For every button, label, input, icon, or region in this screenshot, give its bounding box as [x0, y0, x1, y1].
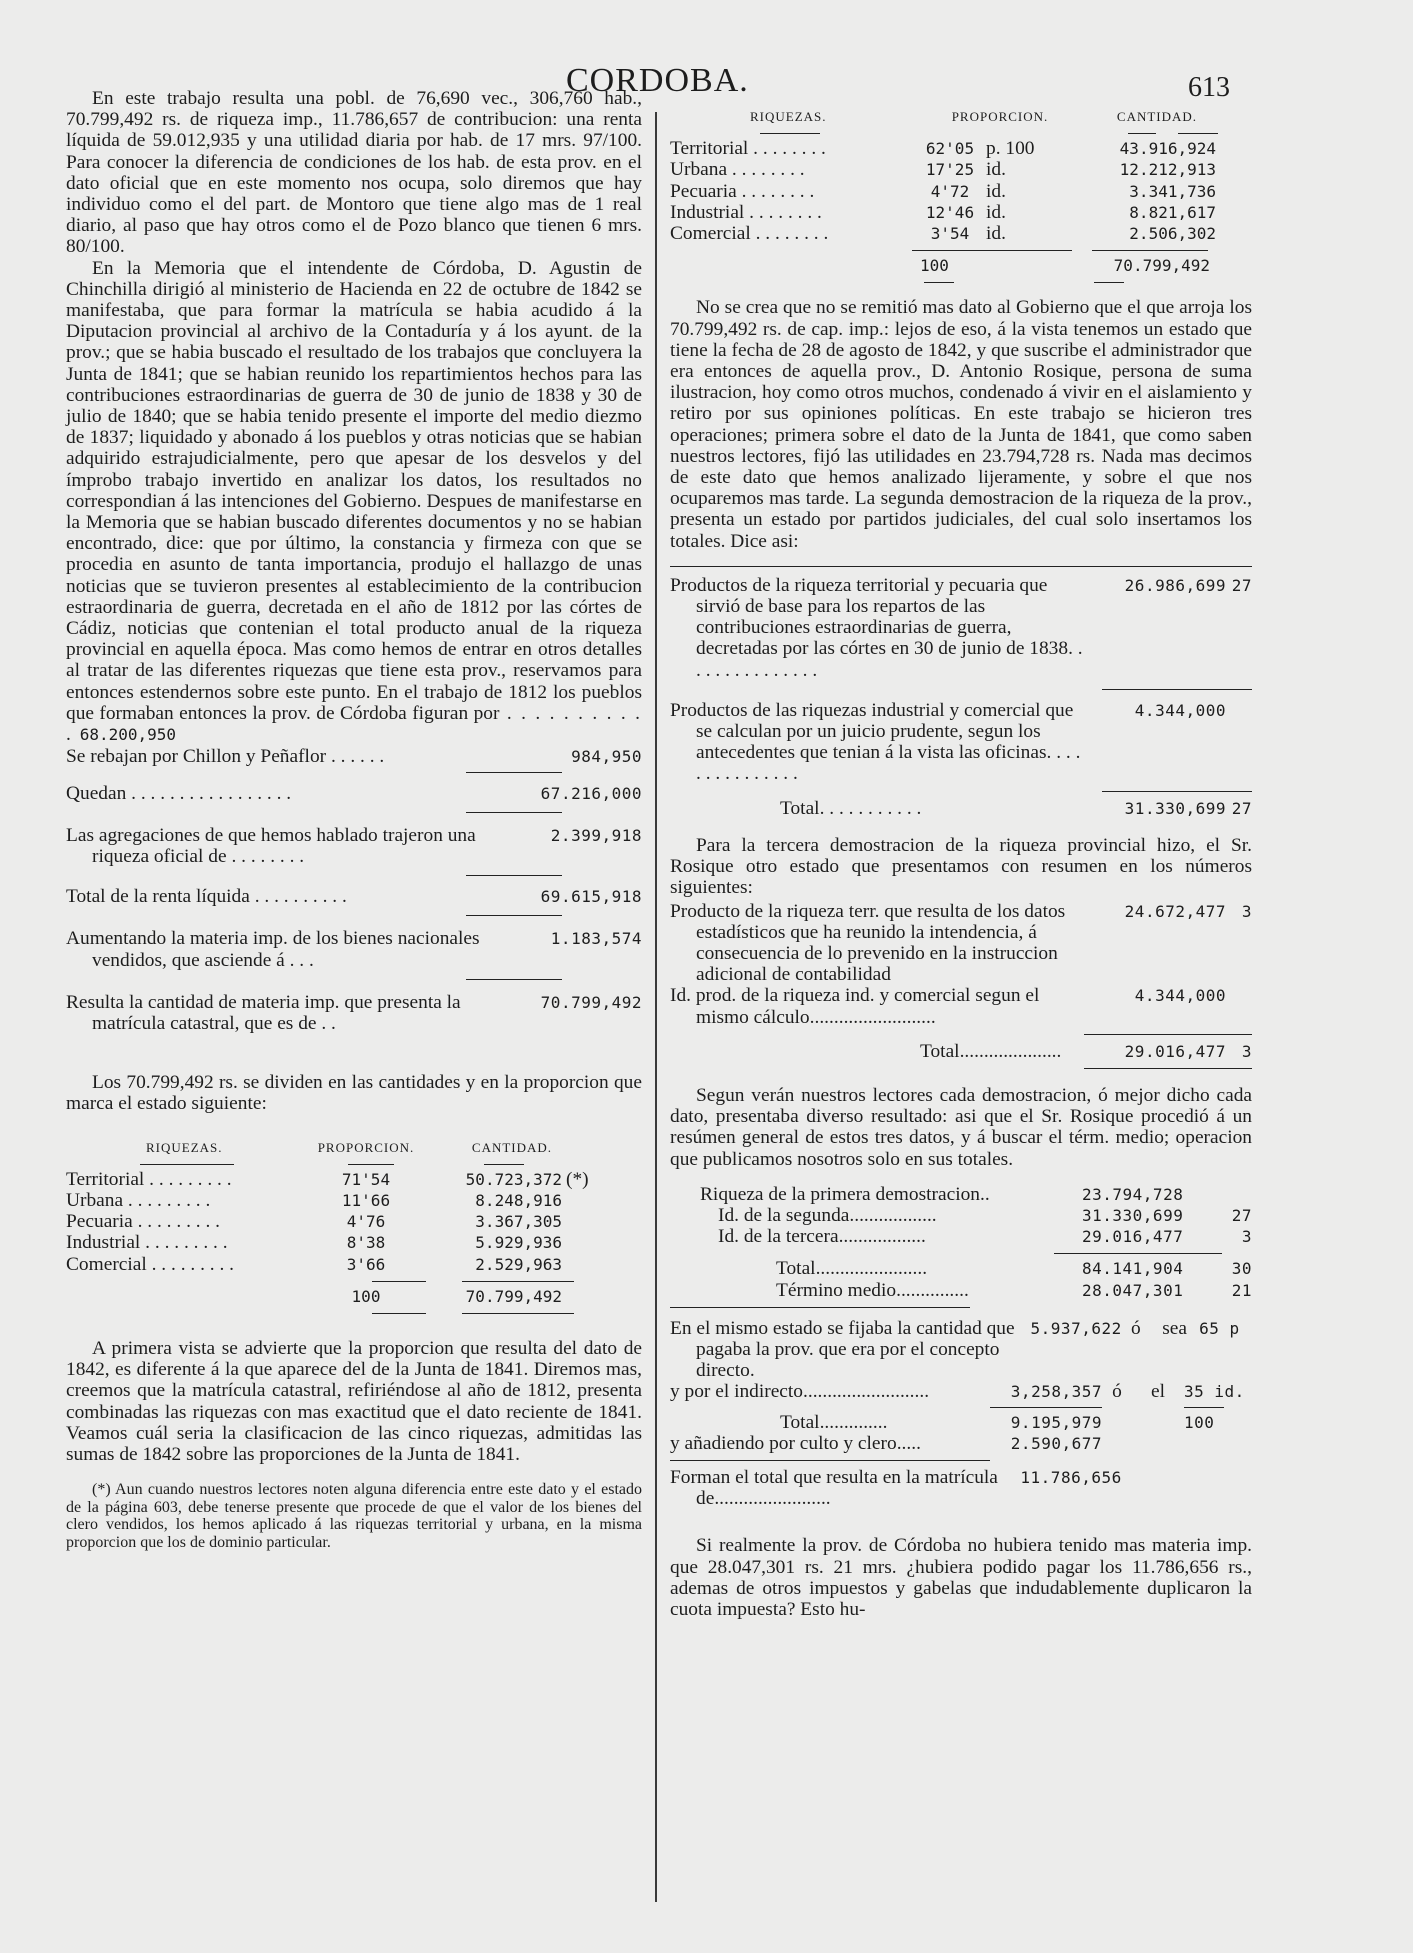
ledger-row [700, 1226, 1252, 1247]
riqueza-proportion: 11'66 [341, 1190, 391, 1210]
ledger-value: 69.615,918 [540, 887, 642, 907]
percent: 100 [1184, 1412, 1215, 1432]
riqueza-unit: p. 100 [986, 138, 1035, 160]
ledger-label: Id. de la segunda.................. [718, 1204, 937, 1226]
ledger-value: 9.195,979 [1010, 1412, 1102, 1432]
ledger-row [670, 901, 1252, 986]
ledger-label: Forman el total que resulta en la matrícula de........................ [670, 1466, 998, 1510]
page-number: 613 [1188, 72, 1230, 103]
ledger-cents: 27 [1231, 798, 1252, 818]
riqueza-quantity: 8.821,617 [1129, 202, 1216, 222]
ledger-label: Término medio............... [776, 1279, 969, 1301]
riqueza-quantity: 12.212,913 [1119, 160, 1216, 180]
column-header: CANTIDAD. [1116, 109, 1198, 124]
ledger-label: y añadiendo por culto y clero..... [670, 1432, 921, 1454]
column-header: PROPORCION. [317, 1139, 415, 1155]
riqueza-quantity: 2.529,963 [475, 1254, 562, 1274]
sum-rule [466, 875, 562, 876]
paragraph: En la Memoria que el intendente de Córdoba, D. Agustin de Chinchilla dirigió al ministerio de Hacienda en 22 de octubre de 1842 se manifestaba, que para formar la matrícula se habia acudido á la Diputacion provincial al archivo de la Contaduría y á los ayunt. de la prov.; que se habia buscado el resultado de los trabajos que concluyera la Junta de 1841; que se habian reunido los repartimientos hechos para las contribuciones estraordinarias de guerra de 30 de junio de 1838 y 30 de julio de 1840; que se habia tenido presente el importe del medio diezmo de 1837; liquidado y abonado á los pueblos y otras noticias que se habian adquirido estrajudicialmente, pero que apesar de los desvelos y del ímprobo trabajo invertido en analizar los datos, los resultados no correspondian á las intenciones del Gobierno. Despues de manifestarse en la Memoria que se habian buscado diferentes documentos y no se habian encontrado, dice: que por último, la constancia y firmeza con que se procedia en asunto de tanta importancia, produjo el hallazgo de unas noticias que se tuvieron presentes al establecimiento de la contribucion estraordinaria de guerra, decretada en el año de 1812 por las córtes de Cádiz, noticias que contenian el total producto anual de la riqueza provincial en aquella época. Mas como hemos de entrar en otros detalles al tratar de las diferentes riquezas que tiene esta prov., reservamos para entonces estendernos sobre este punto. En el trabajo de 1812 los pueblos que formaban entonces la prov. de Córdoba figuran por . . . . . . . . . . . 68.200,950 [66, 257, 643, 746]
riqueza-proportion: 4'76 [346, 1212, 386, 1232]
ledger-label: Las agregaciones de que hemos hablado trajeron una riqueza oficial de . . . . . . . . [66, 824, 476, 867]
percent: 65 p [1199, 1318, 1240, 1338]
riqueza-quantity: 43.916,924 [1119, 139, 1216, 159]
section-rule [670, 1460, 990, 1461]
total-proportion: 100 [351, 1286, 381, 1306]
ledger-value: 1.183,574 [550, 929, 642, 949]
ledger-value: 2.399,918 [550, 825, 642, 845]
riqueza-proportion: 71'54 [341, 1169, 391, 1189]
riqueza-name: Industrial . . . . . . . . [670, 201, 822, 223]
ledger-value: 84.141,904 [1082, 1259, 1184, 1279]
riqueza-proportion: 17'25 [925, 160, 975, 180]
total-rules [66, 1281, 642, 1282]
ledger-value: 4.344,000 [1134, 700, 1226, 720]
paragraph: No se crea que no se remitió mas dato al Gobierno que el que arroja los 70.799,492 rs. de cap. imp.: lejos de eso, á la vista tenemos un estado que tiene la fecha de 28 de agosto de 1842, y que suscribe el administrador que era entonces de aquella prov., D. Antonio Rosique, persona de suma ilustracion, hoy como otros muchos, condenado á vivir en el aislamiento y retiro por sus opiniones políticas. En este trabajo se hicieron tres operaciones; primera sobre el dato de la Junta de 1841, que como saben nuestros lectores, fijó las utilidades en 23.794,728 rs. Nada mas decimos de este dato que hemos analizado lijeramente, y sobre el que nos ocuparemos mas tarde. La segunda demostracion de la riqueza de la prov., presenta un estado por partidos judiciales, del cual solo insertamos los totales. Dice asi: [670, 297, 1252, 552]
total-quantity: 70.799,492 [465, 1286, 562, 1306]
sum-rule [1102, 689, 1252, 690]
table-row [66, 1169, 642, 1190]
ledger-label: Quedan . . . . . . . . . . . . . . . . . [66, 782, 292, 804]
riqueza-proportion: 12'46 [925, 202, 975, 222]
paragraph: Los 70.799,492 rs. se dividen en las cantidades y en la proporcion que marca el estado siguiente: [66, 1072, 642, 1115]
page-title: CORDOBA. [566, 62, 749, 99]
ledger-total-row [670, 798, 1252, 819]
total-quantity: 70.799,492 [1113, 256, 1210, 276]
total-underrules [66, 1313, 642, 1314]
ledger-value: 23.794,728 [1082, 1184, 1184, 1204]
ledger-value: 28.047,301 [1082, 1280, 1184, 1300]
contribution-block [670, 1318, 1252, 1510]
table-row [66, 1254, 642, 1275]
ledger-row [66, 783, 642, 804]
ledger-row [700, 1280, 1252, 1301]
ledger-value: 3,258,357 [1010, 1382, 1102, 1402]
riqueza-name: Urbana . . . . . . . . . [66, 1189, 211, 1211]
ledger-cents: 30 [1231, 1259, 1252, 1279]
column-header: RIQUEZAS. [750, 109, 827, 124]
sum-rule [1084, 1068, 1252, 1069]
summary-block [670, 1184, 1252, 1301]
sum-rule [1084, 1034, 1252, 1035]
riqueza-name: Comercial . . . . . . . . [670, 223, 829, 245]
table-row [670, 181, 1252, 202]
riqueza-unit: id. [986, 159, 1006, 181]
riqueza-proportion: 8'38 [346, 1233, 386, 1253]
paragraph: A primera vista se advierte que la proporcion que resulta del dato de 1842, es diferente á la que aparece del de la Junta de 1841. Diremos mas, creemos que la matrícula catastral, refiriéndose al año de 1812, presenta combinadas las riquezas con mas exactitud que el dato reciente de 1841. Veamos cuál seria la clasificacion de las cinco riquezas, admitidas las sumas de 1842 sobre las proporciones de la Junta de 1841. [66, 1337, 642, 1465]
value: 68.200,950 [79, 725, 177, 745]
riqueza-unit: id. [986, 180, 1006, 202]
riqueza-name: Territorial . . . . . . . . . [66, 1168, 232, 1190]
percent: 35 id. [1184, 1382, 1245, 1402]
table-row [66, 1211, 642, 1232]
word: ó [1112, 1381, 1122, 1403]
ledger-row [670, 1467, 1252, 1509]
riquezas-table [66, 1137, 642, 1314]
riqueza-name: Pecuaria . . . . . . . . [670, 180, 815, 202]
riqueza-proportion: 3'54 [930, 224, 970, 244]
ledger-row [670, 985, 1252, 1027]
sum-rule [1054, 1253, 1222, 1254]
paragraph: En este trabajo resulta una pobl. de 76,690 vec., 306,760 hab., 70.799,492 rs. de riqueza imp., 11.786,657 de contribucion: una renta líquida de 59.012,935 y una utilidad diaria por hab. de 17 mrs. 97/100. Para conocer la diferencia de condiciones de los hab. de esta prov. en el dato oficial que en este momento nos ocupa, solo diremos que hay individuo como el del part. de Montoro que tiene algo mas de 1 real diario, al paso que hay otros como el de Pozo blanco que tienen 6 mrs. 80/100. [66, 88, 642, 258]
riqueza-proportion: 62'05 [925, 139, 975, 159]
ledger-row [670, 575, 1252, 681]
header-rules [670, 133, 1252, 134]
sum-rule [466, 915, 562, 916]
ledger-value: 29.016,477 [1124, 1041, 1226, 1061]
ledger-cents: 27 [1231, 1205, 1252, 1225]
ledger-value: 11.786,656 [1020, 1467, 1122, 1487]
table-total-row [66, 1286, 642, 1307]
ledger-label: Riqueza de la primera demostracion.. [700, 1183, 990, 1205]
table-total-row [670, 255, 1252, 276]
footnote-marker: (*) [566, 1168, 589, 1190]
riqueza-proportion: 4'72 [930, 181, 970, 201]
riqueza-quantity: 5.929,936 [475, 1233, 562, 1253]
ledger-value: 984,950 [571, 747, 642, 767]
sum-rule [1102, 791, 1252, 792]
ledger-row [670, 1433, 1252, 1454]
paragraph: Si realmente la prov. de Córdoba no hubiera tenido mas materia imp. que 28.047,301 rs. 21 mrs. ¿hubiera podido pagar los 11.786,656 rs., ademas de otros impuestos y gabelas que indudablemente duplicaron la cuota impuesta? Esto hu- [670, 1535, 1252, 1620]
ledger-label: y por el indirecto.......................... [670, 1381, 930, 1403]
column-header: RIQUEZAS. [146, 1139, 223, 1155]
ledger-row [700, 1205, 1252, 1226]
paragraph: Para la tercera demostracion de la riqueza provincial hizo, el Sr. Rosique otro estado que presentamos con resumen en los números siguientes: [670, 834, 1252, 899]
table-row [66, 1190, 642, 1211]
riquezas-table-1841 [670, 106, 1252, 283]
sum-rules [670, 1407, 1252, 1408]
ledger-row [670, 1381, 1252, 1402]
table-row [670, 202, 1252, 223]
header-rules [66, 1164, 642, 1165]
ledger-label: Total....................... [776, 1258, 928, 1280]
riqueza-unit: id. [986, 223, 1006, 245]
total-proportion: 100 [920, 256, 949, 276]
footnote: (*) Aun cuando nuestros lectores noten alguna diferencia entre este dato y el estado de la página 603, debe tenerse presente que procede de que el valor de los bienes del clero vendidos, los hemos aplicado á las riquezas territorial y urbana, en la misma proporcion que los de dominio particular. [66, 1481, 642, 1551]
ledger-value: 26.986,699 [1124, 575, 1226, 595]
ledger-row [670, 700, 1252, 785]
total-rules [670, 250, 1252, 251]
riqueza-proportion: 3'66 [346, 1254, 386, 1274]
table-row [670, 159, 1252, 180]
ledger-value: 4.344,000 [1134, 986, 1226, 1006]
table-row [66, 1232, 642, 1253]
riqueza-quantity: 3.341,736 [1129, 181, 1216, 201]
sum-rule [466, 772, 562, 773]
sum-rule [466, 812, 562, 813]
ledger-row [700, 1184, 1252, 1205]
total-underrules [670, 282, 1252, 283]
ledger-label: En el mismo estado se fijaba la cantidad que pagaba la prov. que era por el concepto directo. [670, 1317, 1015, 1382]
table-header [670, 106, 1252, 127]
riqueza-quantity: 2.506,302 [1129, 224, 1216, 244]
word: ó [1131, 1317, 1141, 1339]
ledger-cents: 3 [1241, 1041, 1252, 1061]
ledger-value: 29.016,477 [1082, 1227, 1184, 1247]
ledger-row [66, 746, 642, 767]
riqueza-quantity: 3.367,305 [475, 1212, 562, 1232]
ledger-value: 31.330,699 [1124, 798, 1226, 818]
ledger-label: Total..................... [920, 1040, 1062, 1062]
ledger-label: Productos de la riqueza territorial y pecuaria que sirvió de base para los repartos de las contribuciones estraordinarias de guerra, decretadas por las córtes en 30 de junio de 1838. . . . . . . . . . . . . . . [670, 574, 1083, 681]
ledger-value: 67.216,000 [540, 783, 642, 803]
right-column [670, 106, 1252, 1620]
column-header: PROPORCION. [951, 109, 1049, 124]
ledger-row [700, 1258, 1252, 1279]
ledger-label: Se rebajan por Chillon y Peñaflor . . . . . . [66, 746, 385, 768]
ledger-row [670, 1412, 1252, 1433]
ledger-label: Productos de las riquezas industrial y comercial que se calculan por un juicio prudente, segun los antecedentes que tenian á la vista las oficinas. . . . . . . . . . . . . . . [670, 699, 1081, 785]
ledger-cents: 21 [1231, 1280, 1252, 1300]
riqueza-name: Pecuaria . . . . . . . . . [66, 1211, 221, 1233]
ledger-label: Resulta la cantidad de materia imp. que presenta la matrícula catastral, que es de . . [66, 991, 461, 1034]
section-rule [670, 1307, 970, 1308]
word: el [1151, 1381, 1165, 1403]
riqueza-name: Industrial . . . . . . . . . [66, 1232, 228, 1254]
table-row [670, 223, 1252, 244]
riqueza-name: Territorial . . . . . . . . [670, 138, 826, 160]
riqueza-unit: id. [986, 201, 1006, 223]
ledger-label: Id. prod. de la riqueza ind. y comercial segun el mismo cálculo.......................... [670, 985, 1040, 1028]
ledger-row [66, 928, 642, 970]
ledger-label: Total de la renta líquida . . . . . . . . . . [66, 886, 347, 908]
ledger-total-row [670, 1041, 1252, 1062]
paragraph: Segun verán nuestros lectores cada demostracion, ó mejor dicho cada dato, presentaba diverso resultado: asi que el Sr. Rosique procedió á un resúmen general de estos tres datos, y á buscar el térm. medio; operacion que publicamos nosotros solo en sus totales. [670, 1084, 1252, 1170]
ledger-row [66, 886, 642, 907]
ledger-label: Aumentando la materia imp. de los bienes nacionales vendidos, que asciende á . . . [66, 928, 480, 971]
column-header: CANTIDAD. [471, 1139, 553, 1155]
riqueza-name: Urbana . . . . . . . . [670, 159, 805, 181]
ledger-label: Total.............. [780, 1411, 888, 1433]
ledger-row [66, 992, 642, 1034]
ledger-cents: 3 [1241, 901, 1252, 921]
section-rule [670, 566, 1252, 567]
column-divider [655, 112, 657, 1902]
riqueza-name: Comercial . . . . . . . . . [66, 1253, 235, 1275]
paragraph-text: En la Memoria que el intendente de Córdoba, D. Agustin de Chinchilla dirigió al ministerio de Hacienda en 22 de octubre de 1842 se manifestaba, que para formar la matrícula se habia acudido á la Diputacion provincial al archivo de la Contaduría y á los ayunt. de la prov.; que se habia buscado el resultado de los trabajos que concluyera la Junta de 1841; que se habian reunido los repartimientos hechos para las contribuciones estraordinarias de guerra de 30 de junio de 1838 y 30 de julio de 1840; que se habia tenido presente el importe del medio diezmo de 1837; liquidado y abonado á los pueblos y otras noticias que se habian adquirido estrajudicialmente, pero que apesar de los desvelos y del ímprobo trabajo invertido en analizar los datos, los resultados no correspondian á las intenciones del Gobierno. Despues de manifestarse en la Memoria que se habian buscado diferentes documentos y no se habian encontrado, dice: que por último, la constancia y firmeza con que se procedia en asunto de tanta importancia, produjo el hallazgo de unas noticias que se tuvieron presentes al establecimiento de la contribucion estraordinaria de guerra, decretada en el año de 1812 por las córtes de Cádiz, noticias que contenian el total producto anual de la riqueza provincial en aquella época. Mas como hemos de entrar en otros detalles al tratar de las diferentes riquezas que tiene esta prov., reservamos para entonces estendernos sobre este punto. En el trabajo de 1812 los pueblos que formaban entonces la prov. de Córdoba figuran por [66, 257, 642, 724]
left-column [66, 88, 642, 1551]
ledger-label: Id. de la tercera.................. [718, 1226, 926, 1248]
ledger-cents: 27 [1231, 575, 1252, 595]
ledger-value: 31.330,699 [1082, 1205, 1184, 1225]
ledger-value: 5.937,622 [1030, 1318, 1122, 1338]
riqueza-quantity: 50.723,372 [465, 1169, 562, 1189]
word: sea [1162, 1317, 1187, 1339]
ledger-label: Producto de la riqueza terr. que resulta de los datos estadísticos que ha reunido la intendencia, á consecuencia de lo prevenido en la instruccion adicional de contabilidad [670, 900, 1066, 986]
table-row [670, 138, 1252, 159]
ledger-label: Total. . . . . . . . . . . [780, 797, 922, 819]
ledger-cents: 3 [1241, 1227, 1252, 1247]
table-header [66, 1137, 642, 1158]
ledger-value: 24.672,477 [1124, 901, 1226, 921]
riqueza-quantity: 8.248,916 [475, 1190, 562, 1210]
sum-rule [466, 979, 562, 980]
ledger-row [670, 1318, 1252, 1382]
ledger-value: 2.590,677 [1010, 1433, 1102, 1453]
ledger-value: 70.799,492 [540, 992, 642, 1012]
ledger-row [66, 825, 642, 867]
